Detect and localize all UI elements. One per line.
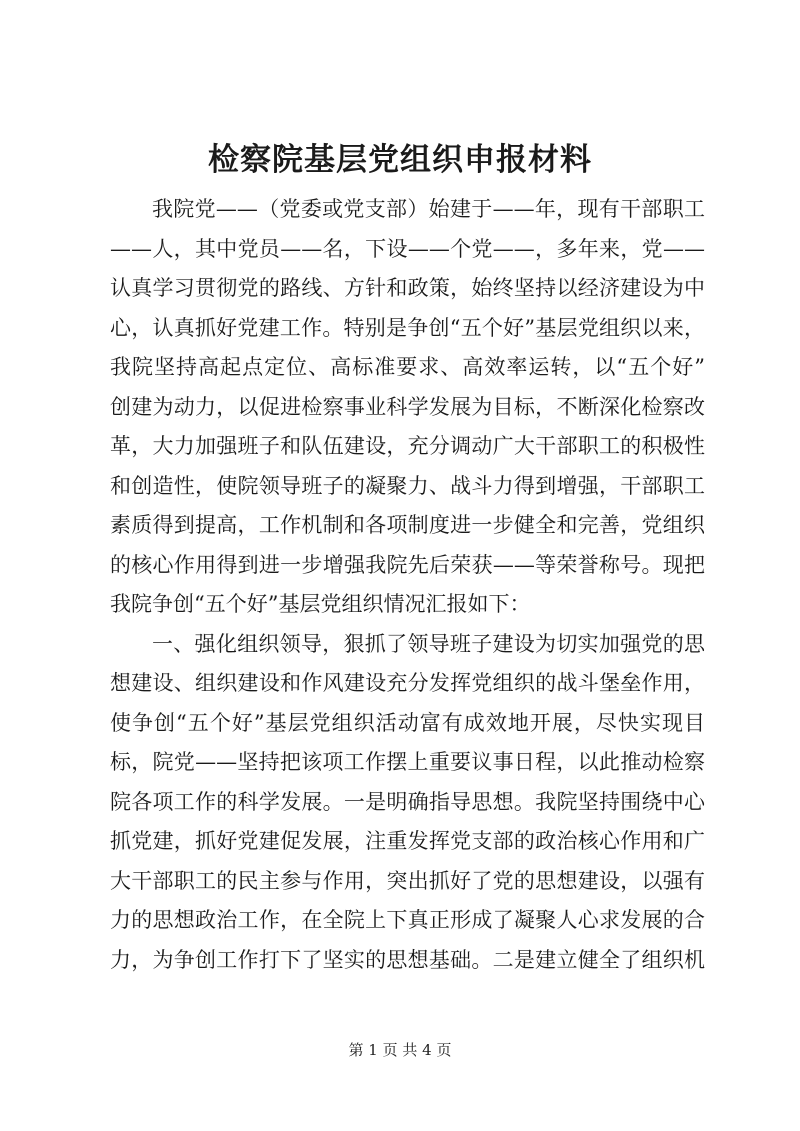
paragraph-2-line-8: 力的思想政治工作，在全院上下真正形成了凝聚人心求发展的合 <box>110 908 705 932</box>
paragraph-1-line-6: 创建为动力，以促进检察事业科学发展为目标，不断深化检察改 <box>110 394 705 419</box>
paragraph-2-line-3: 使争创“五个好”基层党组织活动富有成效地开展，尽快实现目 <box>110 710 705 735</box>
paragraph-1-line-10: 的核心作用得到进一步增强我院先后荣获——等荣誉称号。现把 <box>110 552 705 577</box>
paragraph-1-line-3: 认真学习贯彻党的路线、方针和政策，始终坚持以经济建设为中 <box>110 276 705 300</box>
paragraph-1-line-11: 我院争创“五个好”基层党组织情况汇报如下： <box>110 592 531 616</box>
paragraph-2-line-5: 院各项工作的科学发展。一是明确指导思想。我院坚持围绕中心 <box>110 789 705 814</box>
document-body <box>110 190 705 980</box>
paragraph-1-line-1: 我院党——（党委或党支部）始建于——年，现有干部职工 <box>152 197 705 221</box>
paragraph-1-line-8: 和创造性，使院领导班子的凝聚力、战斗力得到增强，干部职工 <box>110 473 705 498</box>
paragraph-2-line-2: 想建设、组织建设和作风建设充分发挥党组织的战斗堡垒作用， <box>110 671 705 695</box>
paragraph-1-line-2: ——人，其中党员——名，下设——个党——，多年来，党—— <box>110 236 705 261</box>
paragraph-2-line-4: 标，院党——坚持把该项工作摆上重要议事日程，以此推动检察 <box>110 750 705 774</box>
paragraph-2-line-1: 一、强化组织领导，狠抓了领导班子建设为切实加强党的思 <box>152 631 705 656</box>
paragraph-2-line-6: 抓党建，抓好党建促发展，注重发挥党支部的政治核心作用和广 <box>110 829 705 853</box>
document-title: 检察院基层党组织申报材料 <box>208 142 592 178</box>
page-footer: 第 1 页 共 4 页 <box>348 1041 452 1059</box>
paragraph-1-line-9: 素质得到提高，工作机制和各项制度进一步健全和完善，党组织 <box>110 513 705 537</box>
paragraph-1-line-5: 我院坚持高起点定位、高标准要求、高效率运转，以“五个好” <box>110 355 705 379</box>
paragraph-2-line-7: 大干部职工的民主参与作用，突出抓好了党的思想建设，以强有 <box>110 868 705 893</box>
paragraph-1-line-4: 心，认真抓好党建工作。特别是争创“五个好”基层党组织以来， <box>110 315 705 340</box>
paragraph-2-line-9: 力，为争创工作打下了坚实的思想基础。二是建立健全了组织机 <box>110 947 705 972</box>
paragraph-1-line-7: 革，大力加强班子和队伍建设，充分调动广大干部职工的积极性 <box>110 434 705 458</box>
